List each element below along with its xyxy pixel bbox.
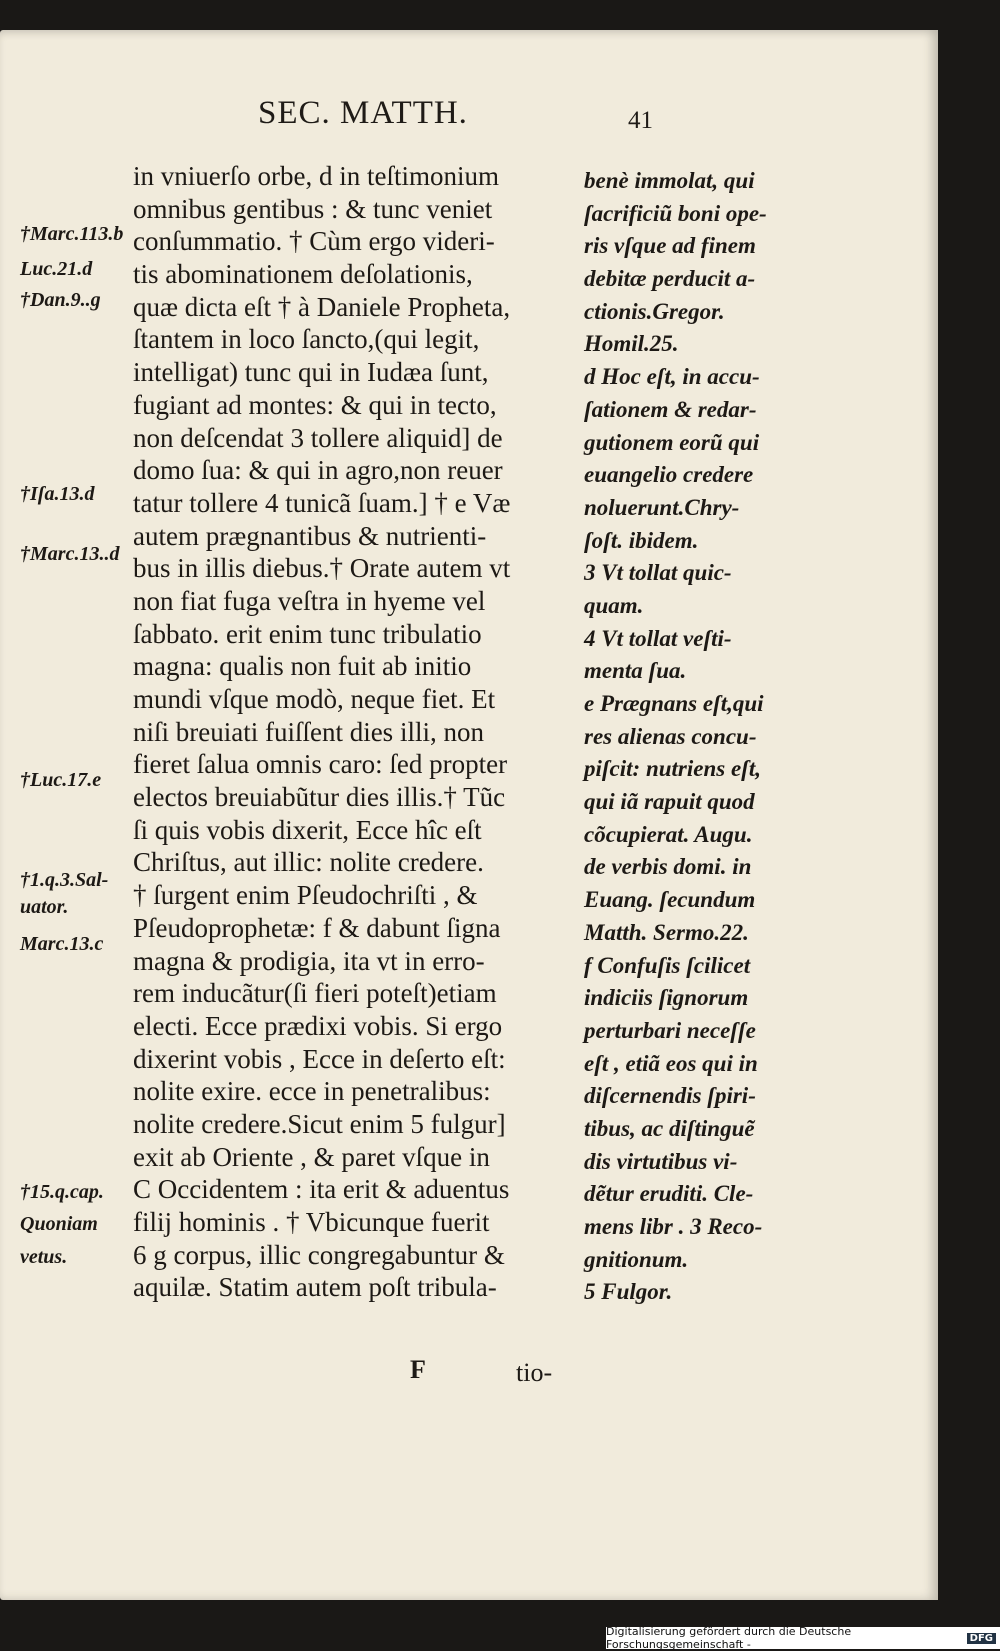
gloss-line: tibus, ac diſtinguẽ bbox=[584, 1115, 755, 1141]
text-line: conſummatio. † Cùm ergo videri- bbox=[133, 226, 495, 257]
gloss-line: 4 Vt tollat veſti- bbox=[584, 625, 732, 651]
margin-note: Marc.13.c bbox=[20, 933, 104, 955]
text-line: ſi quis vobis dixerit, Ecce hîc eſt bbox=[133, 814, 482, 845]
gloss-line: benè immolat, qui bbox=[584, 168, 755, 193]
text-line: ſabbato. erit enim tunc tribulatio bbox=[133, 618, 482, 649]
running-head: SEC. MATTH. bbox=[258, 95, 468, 131]
gloss-line: ſoſt. ibidem. bbox=[584, 527, 699, 553]
text-line: dixerint vobis , Ecce in deſerto eſt: bbox=[133, 1043, 506, 1074]
gloss-line: menta ſua. bbox=[584, 658, 687, 684]
catchword: tio- bbox=[516, 1358, 553, 1387]
gloss-line: eſt , etiã eos qui in bbox=[584, 1050, 758, 1076]
gloss-line: noluerunt.Chry- bbox=[584, 494, 740, 520]
margin-note: †15.q.cap. bbox=[20, 1181, 104, 1203]
gloss-line: Matth. Sermo.22. bbox=[584, 919, 749, 945]
text-line: mundi vſque modò, neque fiet. Et bbox=[133, 684, 496, 714]
text-line: tatur tollere 4 tunicã ſuam.] † e Væ bbox=[133, 487, 511, 518]
text-line: C Occidentem : ita erit & aduentus bbox=[133, 1174, 510, 1205]
text-line: ſtantem in loco ſancto,(qui legit, bbox=[133, 324, 480, 355]
gloss-line: qui iã rapuit quod bbox=[584, 789, 755, 815]
text-line: intelligat) tunc qui in Iudæa ſunt, bbox=[133, 357, 489, 388]
gloss-line: d Hoc eſt, in accu- bbox=[584, 364, 760, 390]
margin-note: †Marc.113.b bbox=[20, 223, 124, 245]
text-line: † ſurgent enim Pſeudochriſti , & bbox=[133, 880, 478, 911]
text-line: nolite credere.Sicut enim 5 fulgur] bbox=[133, 1108, 506, 1139]
text-line: 6 g corpus, illic congregabuntur & bbox=[133, 1239, 505, 1270]
margin-note: †1.q.3.Sal- bbox=[20, 869, 109, 891]
margin-note: Quoniam bbox=[20, 1213, 98, 1235]
text-line: quæ dicta eſt † à Daniele Propheta, bbox=[133, 291, 511, 322]
text-line: autem prægnantibus & nutrienti- bbox=[133, 520, 487, 551]
text-line: electos breuiabũtur dies illis.† Tũc bbox=[133, 782, 506, 813]
main-text-column bbox=[133, 160, 583, 1304]
margin-note: Luc.21.d bbox=[20, 258, 93, 280]
text-line: nolite exire. ecce in penetralibus: bbox=[133, 1076, 491, 1107]
gloss-line: gutionem eorũ qui bbox=[584, 429, 760, 455]
gloss-line: debitæ perducit a- bbox=[584, 266, 756, 292]
gloss-line: ſacrificiũ boni ope- bbox=[584, 200, 767, 226]
signature-mark: F bbox=[410, 1355, 426, 1384]
text-line: bus in illis diebus.† Orate autem vt bbox=[133, 553, 511, 584]
gloss-line: Euang. ſecundum bbox=[584, 887, 756, 913]
gloss-line: ſationem & redar- bbox=[584, 396, 757, 422]
digitization-credit bbox=[606, 1627, 1000, 1649]
text-line: niſi breuiati fuiſſent dies illi, non bbox=[133, 716, 484, 747]
text-line: aquilæ. Statim autem poſt tribula- bbox=[133, 1272, 497, 1303]
text-line: non fiat fuga veſtra in hyeme vel bbox=[133, 585, 486, 616]
gloss-line: cõcupierat. Augu. bbox=[584, 821, 753, 847]
credit-text: Digitalisierung gefördert durch die Deutsche Forschungsgemeinschaft - bbox=[606, 1625, 852, 1651]
margin-note: †Iſa.13.d bbox=[20, 483, 95, 505]
text-line: fugiant ad montes: & qui in tecto, bbox=[133, 389, 497, 420]
text-line: filij hominis . † Vbicunque fuerit bbox=[133, 1207, 490, 1237]
text-line: omnibus gentibus : & tunc veniet bbox=[133, 193, 493, 224]
page-number: 41 bbox=[628, 107, 653, 134]
gloss-line: indiciis ſignorum bbox=[584, 985, 749, 1011]
text-line: exit ab Oriente , & paret vſque in bbox=[133, 1141, 490, 1172]
text-line: rem inducãtur(ſi fieri poteſt)etiam bbox=[133, 978, 497, 1009]
gloss-line: piſcit: nutriens eſt, bbox=[584, 756, 761, 782]
gloss-line: f Confuſis ſcilicet bbox=[584, 952, 751, 978]
text-line: electi. Ecce prædixi vobis. Si ergo bbox=[133, 1010, 503, 1041]
gloss-line: euangelio credere bbox=[584, 462, 754, 488]
gloss-line: perturbari neceſſe bbox=[584, 1017, 756, 1043]
gloss-line: diſcernendis ſpiri- bbox=[584, 1083, 756, 1109]
margin-note: †Dan.9..g bbox=[20, 289, 101, 311]
gloss-column bbox=[584, 165, 834, 1309]
margin-note: uator. bbox=[20, 896, 69, 918]
gloss-line: Homil.25. bbox=[584, 331, 679, 357]
margin-note: †Luc.17.e bbox=[20, 769, 102, 791]
gloss-line: mens libr . 3 Reco- bbox=[584, 1214, 763, 1239]
text-line: in vniuerſo orbe, d in teſtimonium bbox=[133, 161, 499, 191]
text-line: domo ſua: & qui in agro,non reuer bbox=[133, 455, 503, 486]
gloss-line: dẽtur eruditi. Cle- bbox=[584, 1181, 754, 1207]
text-line: magna: qualis non fuit ab initio bbox=[133, 651, 472, 682]
text-line: fieret ſalua omnis caro: ſed propter bbox=[133, 749, 508, 780]
gloss-line: ris vſque ad finem bbox=[584, 233, 756, 259]
gloss-line: 3 Vt tollat quic- bbox=[584, 560, 732, 586]
gloss-line: gnitionum. bbox=[584, 1246, 689, 1272]
gloss-line: res alienas concu- bbox=[584, 723, 757, 749]
gloss-line: dis virtutibus vi- bbox=[584, 1148, 738, 1174]
gloss-line: de verbis domi. in bbox=[584, 854, 752, 880]
margin-note: vetus. bbox=[20, 1246, 68, 1268]
text-line: tis abominationem deſolationis, bbox=[133, 259, 473, 290]
margin-note: †Marc.13..d bbox=[20, 543, 120, 565]
gloss-line: 5 Fulgor. bbox=[584, 1279, 673, 1305]
gloss-line: quam. bbox=[584, 592, 644, 618]
text-line: Pſeudoprophetæ: f & dabunt ſigna bbox=[133, 912, 501, 943]
text-line: Chriſtus, aut illic: nolite credere. bbox=[133, 847, 484, 878]
text-line: non deſcendat 3 tollere aliquid] de bbox=[133, 422, 503, 453]
dfg-logo: DFG bbox=[967, 1633, 996, 1644]
gloss-line: e Prægnans eſt,qui bbox=[584, 691, 764, 716]
gloss-line: ctionis.Gregor. bbox=[584, 298, 725, 324]
text-line: magna & prodigia, ita vt in erro- bbox=[133, 945, 485, 976]
